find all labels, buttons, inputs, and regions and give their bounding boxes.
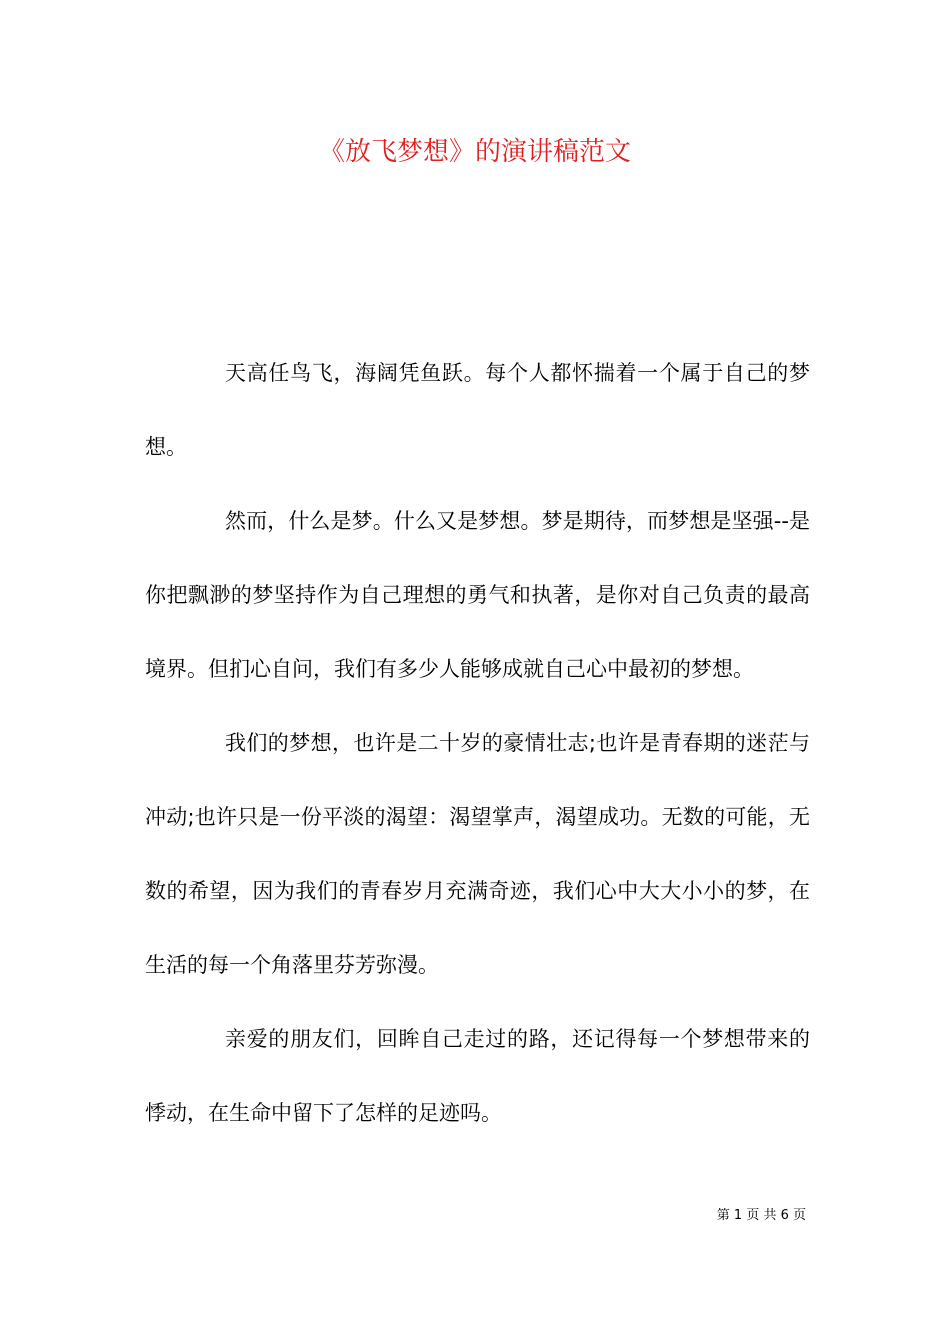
document-title: 《放飞梦想》的演讲稿范文 (318, 137, 631, 167)
paragraph-2: 然而，什么是梦。什么又是梦想。梦是期待，而梦想是坚强--是你把飘渺的梦坚持作为自己理想的勇气和执著，是你对自己负责的最高境界。但扪心自问，我们有多少人能够成就自己心中最初的梦想。 (145, 509, 810, 681)
document-body (145, 336, 810, 1150)
paragraph-4: 亲爱的朋友们，回眸自己走过的路，还记得每一个梦想带来的悸动，在生命中留下了怎样的足迹吗。 (145, 1027, 810, 1125)
paragraph-3: 我们的梦想，也许是二十岁的豪情壮志;也许是青春期的迷茫与冲动;也许只是一份平淡的渴望：渴望掌声，渴望成功。无数的可能，无数的希望，因为我们的青春岁月充满奇迹，我们心中大大小小的梦，在生活的每一个角落里芬芳弥漫。 (145, 731, 810, 977)
paragraph-1: 天高任鸟飞，海阔凭鱼跃。每个人都怀揣着一个属于自己的梦想。 (145, 361, 810, 459)
page-indicator: 第 1 页 共 6 页 (716, 1208, 806, 1223)
